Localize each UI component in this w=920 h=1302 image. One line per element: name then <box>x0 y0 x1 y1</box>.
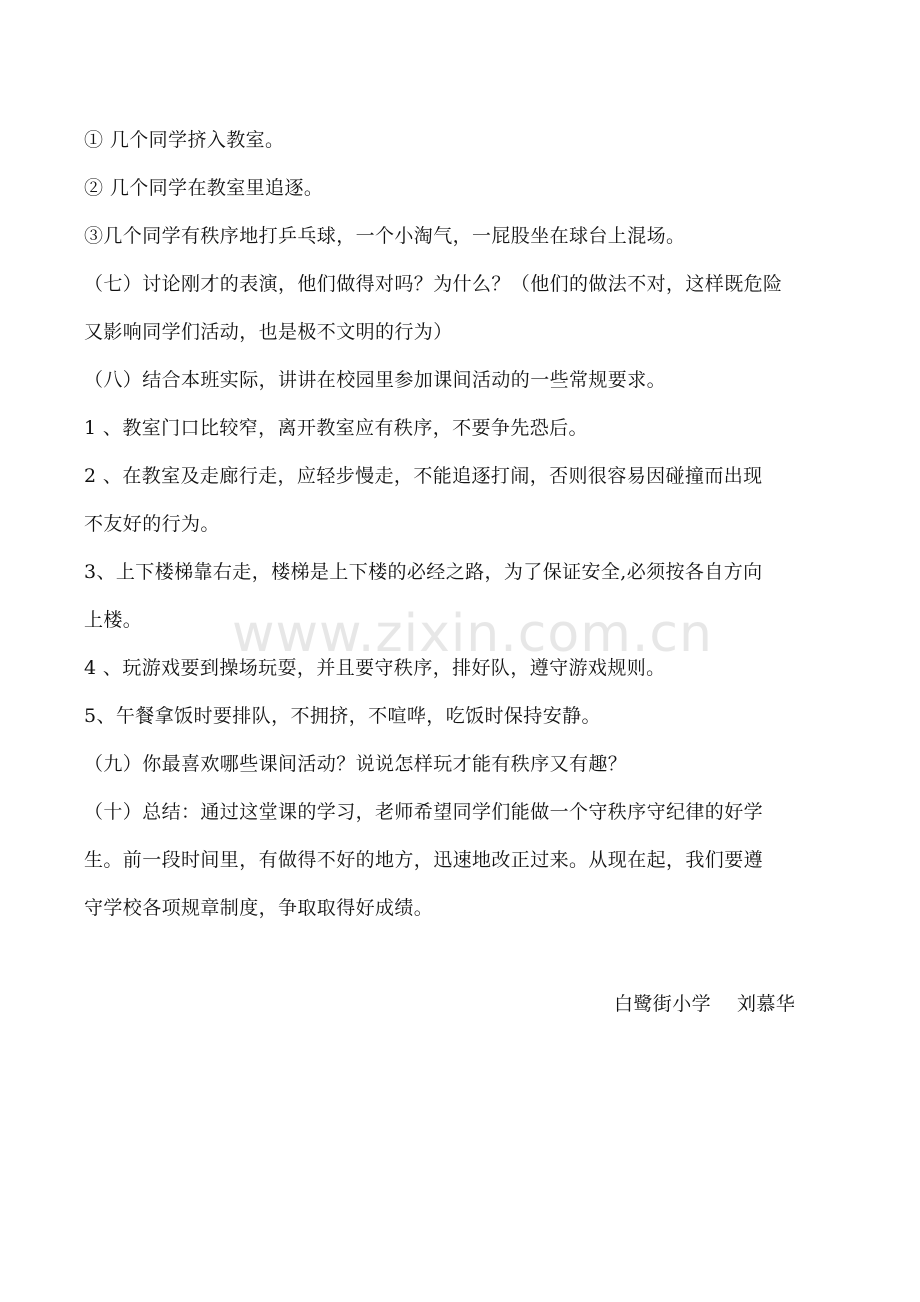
rule-4: 4 、玩游戏要到操场玩耍，并且要守秩序，排好队，遵守游戏规则。 <box>84 657 666 679</box>
section-10-line-3: 守学校各项规章制度，争取取得好成绩。 <box>84 897 434 919</box>
list-item-2: ② 几个同学在教室里追逐。 <box>84 177 324 199</box>
section-7-line-1: （七）讨论刚才的表演，他们做得对吗？为什么？（他们的做法不对，这样既危险 <box>84 273 783 295</box>
author-name: 刘慕华 <box>737 993 796 1015</box>
watermark: www.zixin.com.cn <box>232 604 713 664</box>
document-body <box>84 116 844 932</box>
rule-1: 1 、教室门口比较窄，离开教室应有秩序，不要争先恐后。 <box>84 417 588 439</box>
list-item-3: ③几个同学有秩序地打乒乓球，一个小淘气，一屁股坐在球台上混场。 <box>84 225 686 247</box>
rule-2-line-1: 2 、在教室及走廊行走，应轻步慢走，不能追逐打闹，否则很容易因碰撞而出现 <box>84 465 763 487</box>
school-name: 白鹭街小学 <box>614 993 712 1015</box>
rule-3-line-1: 3、上下楼梯靠右走，楼梯是上下楼的必经之路，为了保证安全,必须按各自方向 <box>84 561 763 583</box>
section-8-heading: （八）结合本班实际，讲讲在校园里参加课间活动的一些常规要求。 <box>84 369 667 391</box>
list-item-1: ① 几个同学挤入教室。 <box>84 129 285 151</box>
signature <box>614 980 795 1028</box>
section-9: （九）你最喜欢哪些课间活动？说说怎样玩才能有秩序又有趣？ <box>84 753 628 775</box>
rule-5: 5、午餐拿饭时要排队，不拥挤，不喧哗，吃饭时保持安静。 <box>84 705 601 727</box>
section-10-line-2: 生。前一段时间里，有做得不好的地方，迅速地改正过来。从现在起，我们要遵 <box>84 849 764 871</box>
section-7-line-2: 又影响同学们活动，也是极不文明的行为） <box>84 321 453 343</box>
rule-2-line-2: 不友好的行为。 <box>84 513 220 535</box>
section-10-line-1: （十）总结：通过这堂课的学习，老师希望同学们能做一个守秩序守纪律的好学 <box>84 801 764 823</box>
rule-3-line-2: 上楼。 <box>84 609 143 631</box>
